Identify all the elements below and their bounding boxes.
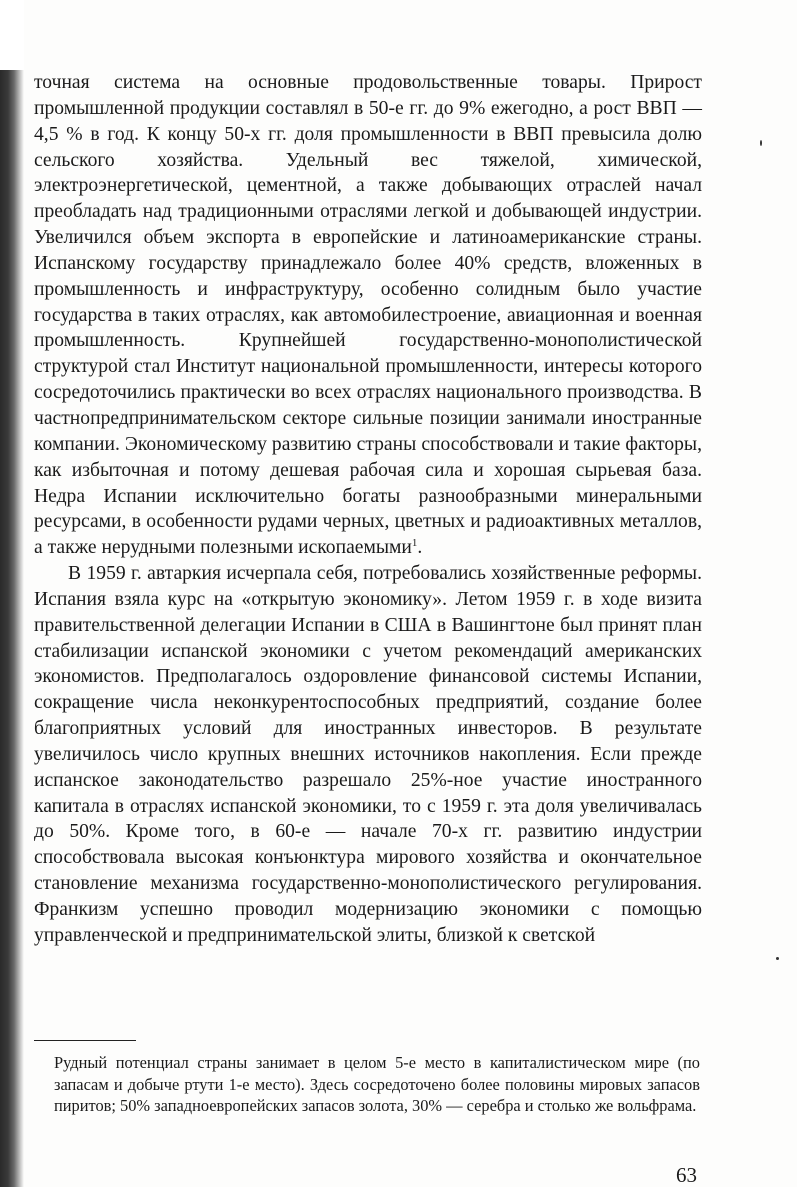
- scan-speck: [776, 957, 779, 960]
- paragraph-1-text: точная система на основные продовольственные товары. Прирост промышленной продукции составлял в 50-е гг. до 9% ежегодно, а рост ВВП — 4,5 % в год. К концу 50-х гг. доля промышленности в ВВП превысила долю сельского хозяйства. Удельный вес тяжелой, химической, электроэнергетической, цементной, а также добывающих отраслей начал преобладать над традиционными отраслями легкой и добывающей индустрии. Увеличился объем экспорта в европейские и латиноамериканские страны. Испанскому государству принадлежало более 40% средств, вложенных в промышленность и инфраструктуру, особенно солидным было участие государства в таких отраслях, как автомобилестроение, авиационная и военная промышленность. Крупнейшей государственно-монополистической структурой стал Институт национальной промышленности, интересы которого сосредоточились практически во всех отраслях национального производства. В частнопредпринимательском секторе сильные позиции занимали иностранные компании. Экономическому развитию страны способствовали и такие факторы, как избыточная и потому дешевая рабочая сила и хорошая сырьевая база. Недра Испании исключительно богаты разнообразными минеральными ресурсами, в особенности рудами черных, цветных и радиоактивных металлов, а также нерудными полезными ископаемыми: [34, 72, 702, 559]
- footnote-text: Рудный потенциал страны занимает в целом 5-е место в капиталистическом мире (по запасам и добыче ртути 1-е место). Здесь сосредоточено более половины мировых запасов пиритов; 50% западноевропейских запасов золота, 30% — серебра и столько же вольфрама.: [54, 1053, 700, 1115]
- main-text: [34, 70, 702, 949]
- scan-edge-top: [0, 0, 24, 70]
- scan-speck: [760, 140, 762, 146]
- paragraph-1: точная система на основные продовольственные товары. Прирост промышленной продукции составлял в 50-е гг. до 9% ежегодно, а рост ВВП — 4,5 % в год. К концу 50-х гг. доля промышленности в ВВП превысила долю сельского хозяйства. Удельный вес тяжелой, химической, электроэнергетической, цементной, а также добывающих отраслей начал преобладать над традиционными отраслями легкой и добывающей индустрии. Увеличился объем экспорта в европейские и латиноамериканские страны. Испанскому государству принадлежало более 40% средств, вложенных в промышленность и инфраструктуру, особенно солидным было участие государства в таких отраслях, как автомобилестроение, авиационная и военная промышленность. Крупнейшей государственно-монополистической структурой стал Институт национальной промышленности, интересы которого сосредоточились практически во всех отраслях национального производства. В частнопредпринимательском секторе сильные позиции занимали иностранные компании. Экономическому развитию страны способствовали и такие факторы, как избыточная и потому дешевая рабочая сила и хорошая сырьевая база. Недра Испании исключительно богаты разнообразными минеральными ресурсами, в особенности рудами черных, цветных и радиоактивных металлов, а также нерудными полезными ископаемыми$^1$.: [34, 72, 702, 559]
- footnote: [54, 1052, 700, 1117]
- paragraph-2: В 1959 г. автаркия исчерпала себя, потребовались хозяйственные реформы. Испания взяла курс на «открытую экономику». Летом 1959 г. в ходе визита правительственной делегации Испании в США в Вашингтоне был принят план стабилизации испанской экономики с учетом рекомендаций американских экономистов. Предполагалось оздоровление финансовой системы Испании, сокращение числа неконкурентоспособных предприятий, создание более благоприятных условий для иностранных инвесторов. В результате увеличилось число крупных внешних источников накопления. Если прежде испанское законодательство разрешало 25%-ное участие иностранного капитала в отраслях испанской экономики, то с 1959 г. эта доля увеличивалась до 50%. Кроме того, в 60-е — начале 70-х гг. развитию индустрии способствовала высокая конъюнктура мирового хозяйства и окончательное становление механизма государственно-монополистического регулирования. Франкизм успешно проводил модернизацию экономики с помощью управленческой и предпринимательской элиты, близкой к светской: [34, 563, 702, 946]
- footnote-reference: 1: [411, 537, 418, 550]
- scan-shadow-edge: [0, 0, 24, 1187]
- footnote-divider: [34, 1040, 136, 1041]
- page-number: 63: [676, 1163, 697, 1187]
